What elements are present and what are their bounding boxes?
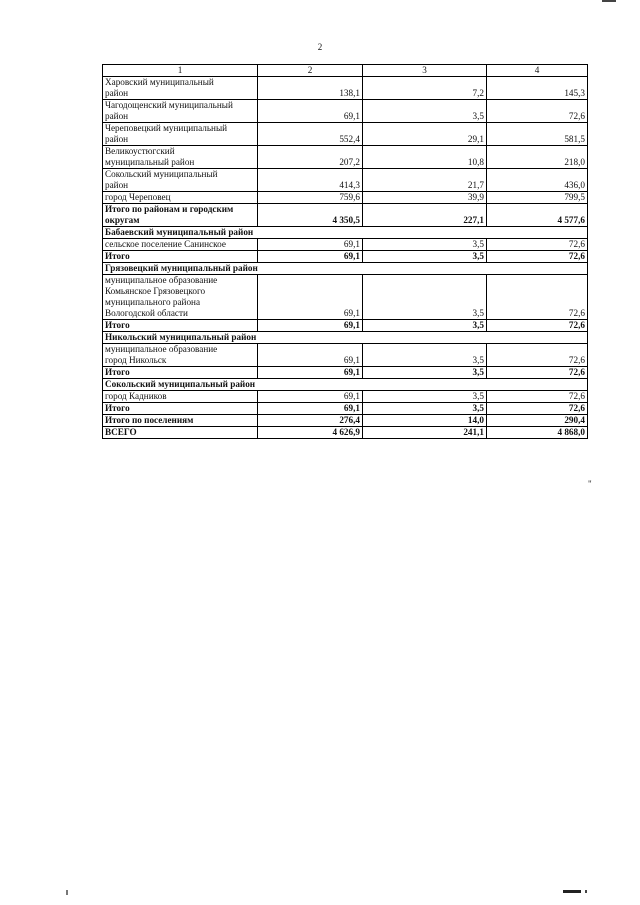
- value-cell-c2: 759,6: [258, 192, 363, 204]
- header-cell: 1: [103, 65, 258, 77]
- row-name-cell: [103, 123, 258, 146]
- row-name-cell: [103, 169, 258, 192]
- total-row: [103, 204, 588, 227]
- value-cell-c4: 72,6: [487, 239, 588, 251]
- row-name-line: Великоустюгский: [105, 146, 175, 156]
- section-title: [103, 227, 588, 239]
- value-cell-c2: 276,4: [258, 415, 363, 427]
- value-cell-c3: 14,0: [363, 415, 487, 427]
- row-name-cell: [103, 204, 258, 227]
- value-cell-c4: 4 577,6: [487, 204, 588, 227]
- row-name-cell: [103, 251, 258, 263]
- value-cell-c3: 3,5: [363, 100, 487, 123]
- value-cell-c3: 3,5: [363, 367, 487, 379]
- row-name-line: муниципальное образование: [105, 344, 218, 354]
- row-name-line: муниципальный район: [105, 157, 195, 167]
- row-name-line: Череповецкий муниципальный: [105, 123, 228, 133]
- total-row: [103, 367, 588, 379]
- value-cell-c3: 39,9: [363, 192, 487, 204]
- row-name-cell: [103, 320, 258, 332]
- row-name-cell: [103, 146, 258, 169]
- row-name-line: город Череповец: [105, 192, 171, 202]
- value-cell-c4: 72,6: [487, 320, 588, 332]
- value-cell-c2: 4 626,9: [258, 427, 363, 439]
- value-cell-c4: 4 868,0: [487, 427, 588, 439]
- value-cell-c4: 581,5: [487, 123, 588, 146]
- table-row: [103, 100, 588, 123]
- row-name-line: Сокольский муниципальный: [105, 169, 218, 179]
- row-name-cell: [103, 275, 258, 320]
- row-name-line: округам: [105, 215, 140, 225]
- value-cell-c3: 241,1: [363, 427, 487, 439]
- value-cell-c3: 7,2: [363, 77, 487, 100]
- total-row: [103, 427, 588, 439]
- value-cell-c2: 69,1: [258, 251, 363, 263]
- row-name-line: район: [105, 111, 129, 121]
- total-row: [103, 415, 588, 427]
- row-name-line: ВСЕГО: [105, 427, 137, 437]
- value-cell-c2: 69,1: [258, 100, 363, 123]
- total-row: [103, 251, 588, 263]
- row-name-line: город Кадников: [105, 391, 167, 401]
- table-row: [103, 239, 588, 251]
- value-cell-c4: 72,6: [487, 344, 588, 367]
- table-row: [103, 275, 588, 320]
- value-cell-c3: 29,1: [363, 123, 487, 146]
- row-name-cell: [103, 192, 258, 204]
- value-cell-c3: 3,5: [363, 391, 487, 403]
- section-title-text: Никольский муниципальный район: [105, 332, 257, 342]
- row-name-line: Вологодской области: [105, 308, 188, 318]
- page-number: 2: [317, 42, 323, 52]
- value-cell-c4: 218,0: [487, 146, 588, 169]
- row-name-line: Итого: [105, 320, 130, 330]
- closing-quote: ": [588, 479, 592, 489]
- row-name-cell: [103, 391, 258, 403]
- value-cell-c4: 72,6: [487, 367, 588, 379]
- table-row: [103, 169, 588, 192]
- row-name-cell: [103, 367, 258, 379]
- row-name-line: район: [105, 180, 129, 190]
- value-cell-c2: 138,1: [258, 77, 363, 100]
- section-title-text: Сокольский муниципальный район: [105, 379, 256, 389]
- row-name-cell: [103, 239, 258, 251]
- row-name-line: город Никольск: [105, 355, 167, 365]
- row-name-line: Итого по районам и городским: [105, 204, 234, 214]
- section-header-row: [103, 227, 588, 239]
- row-name-line: Итого по поселениям: [105, 415, 194, 425]
- row-name-line: район: [105, 88, 129, 98]
- total-row: [103, 320, 588, 332]
- section-header-row: [103, 379, 588, 391]
- value-cell-c2: 69,1: [258, 367, 363, 379]
- section-header-row: [103, 332, 588, 344]
- scan-mark-bottom-right: [563, 890, 581, 893]
- section-title: [103, 263, 588, 275]
- value-cell-c3: 3,5: [363, 251, 487, 263]
- scan-mark-bottom-left: [66, 890, 68, 895]
- row-name-cell: [103, 403, 258, 415]
- value-cell-c3: 3,5: [363, 239, 487, 251]
- section-header-row: [103, 263, 588, 275]
- value-cell-c2: 69,1: [258, 403, 363, 415]
- value-cell-c3: 3,5: [363, 344, 487, 367]
- row-name-line: сельское поселение Санинское: [105, 239, 226, 249]
- value-cell-c4: 290,4: [487, 415, 588, 427]
- table-body: [103, 65, 588, 439]
- row-name-line: Итого: [105, 251, 130, 261]
- row-name-line: муниципального района: [105, 297, 201, 307]
- row-name-cell: [103, 77, 258, 100]
- table-row: [103, 77, 588, 100]
- value-cell-c2: 207,2: [258, 146, 363, 169]
- row-name-cell: [103, 427, 258, 439]
- value-cell-c4: 72,6: [487, 275, 588, 320]
- section-title: [103, 379, 588, 391]
- value-cell-c3: 3,5: [363, 320, 487, 332]
- header-cell: 2: [258, 65, 363, 77]
- table-row: [103, 344, 588, 367]
- table-row: [103, 123, 588, 146]
- value-cell-c2: 69,1: [258, 344, 363, 367]
- row-name-line: Итого: [105, 367, 130, 377]
- value-cell-c4: 72,6: [487, 403, 588, 415]
- table-row: [103, 146, 588, 169]
- value-cell-c3: 10,8: [363, 146, 487, 169]
- value-cell-c2: 69,1: [258, 239, 363, 251]
- section-title-text: Бабаевский муниципальный район: [105, 227, 254, 237]
- value-cell-c2: 414,3: [258, 169, 363, 192]
- value-cell-c3: 21,7: [363, 169, 487, 192]
- value-cell-c4: 799,5: [487, 192, 588, 204]
- value-cell-c2: 4 350,5: [258, 204, 363, 227]
- value-cell-c4: 72,6: [487, 251, 588, 263]
- value-cell-c2: 69,1: [258, 320, 363, 332]
- header-cell: 4: [487, 65, 588, 77]
- row-name-line: Итого: [105, 403, 130, 413]
- value-cell-c2: 552,4: [258, 123, 363, 146]
- budget-table: [102, 64, 588, 439]
- table-row: [103, 192, 588, 204]
- value-cell-c3: 227,1: [363, 204, 487, 227]
- row-name-cell: [103, 100, 258, 123]
- row-name-cell: [103, 344, 258, 367]
- scan-mark-top-right: [602, 0, 616, 2]
- table-header-row: [103, 65, 588, 77]
- value-cell-c3: 3,5: [363, 403, 487, 415]
- header-cell: 3: [363, 65, 487, 77]
- section-title-text: Грязовецкий муниципальный район: [105, 263, 258, 273]
- total-row: [103, 403, 588, 415]
- scan-mark-bottom-right-dot: [585, 890, 587, 893]
- row-name-cell: [103, 415, 258, 427]
- row-name-line: район: [105, 134, 129, 144]
- row-name-line: Чагодощенский муниципальный: [105, 100, 233, 110]
- section-title: [103, 332, 588, 344]
- value-cell-c4: 145,3: [487, 77, 588, 100]
- row-name-line: Комьянское Грязовецкого: [105, 286, 206, 296]
- value-cell-c3: 3,5: [363, 275, 487, 320]
- table-row: [103, 391, 588, 403]
- row-name-line: Харовский муниципальный: [105, 77, 214, 87]
- value-cell-c2: 69,1: [258, 391, 363, 403]
- row-name-line: муниципальное образование: [105, 275, 218, 285]
- value-cell-c2: 69,1: [258, 275, 363, 320]
- value-cell-c4: 436,0: [487, 169, 588, 192]
- value-cell-c4: 72,6: [487, 100, 588, 123]
- value-cell-c4: 72,6: [487, 391, 588, 403]
